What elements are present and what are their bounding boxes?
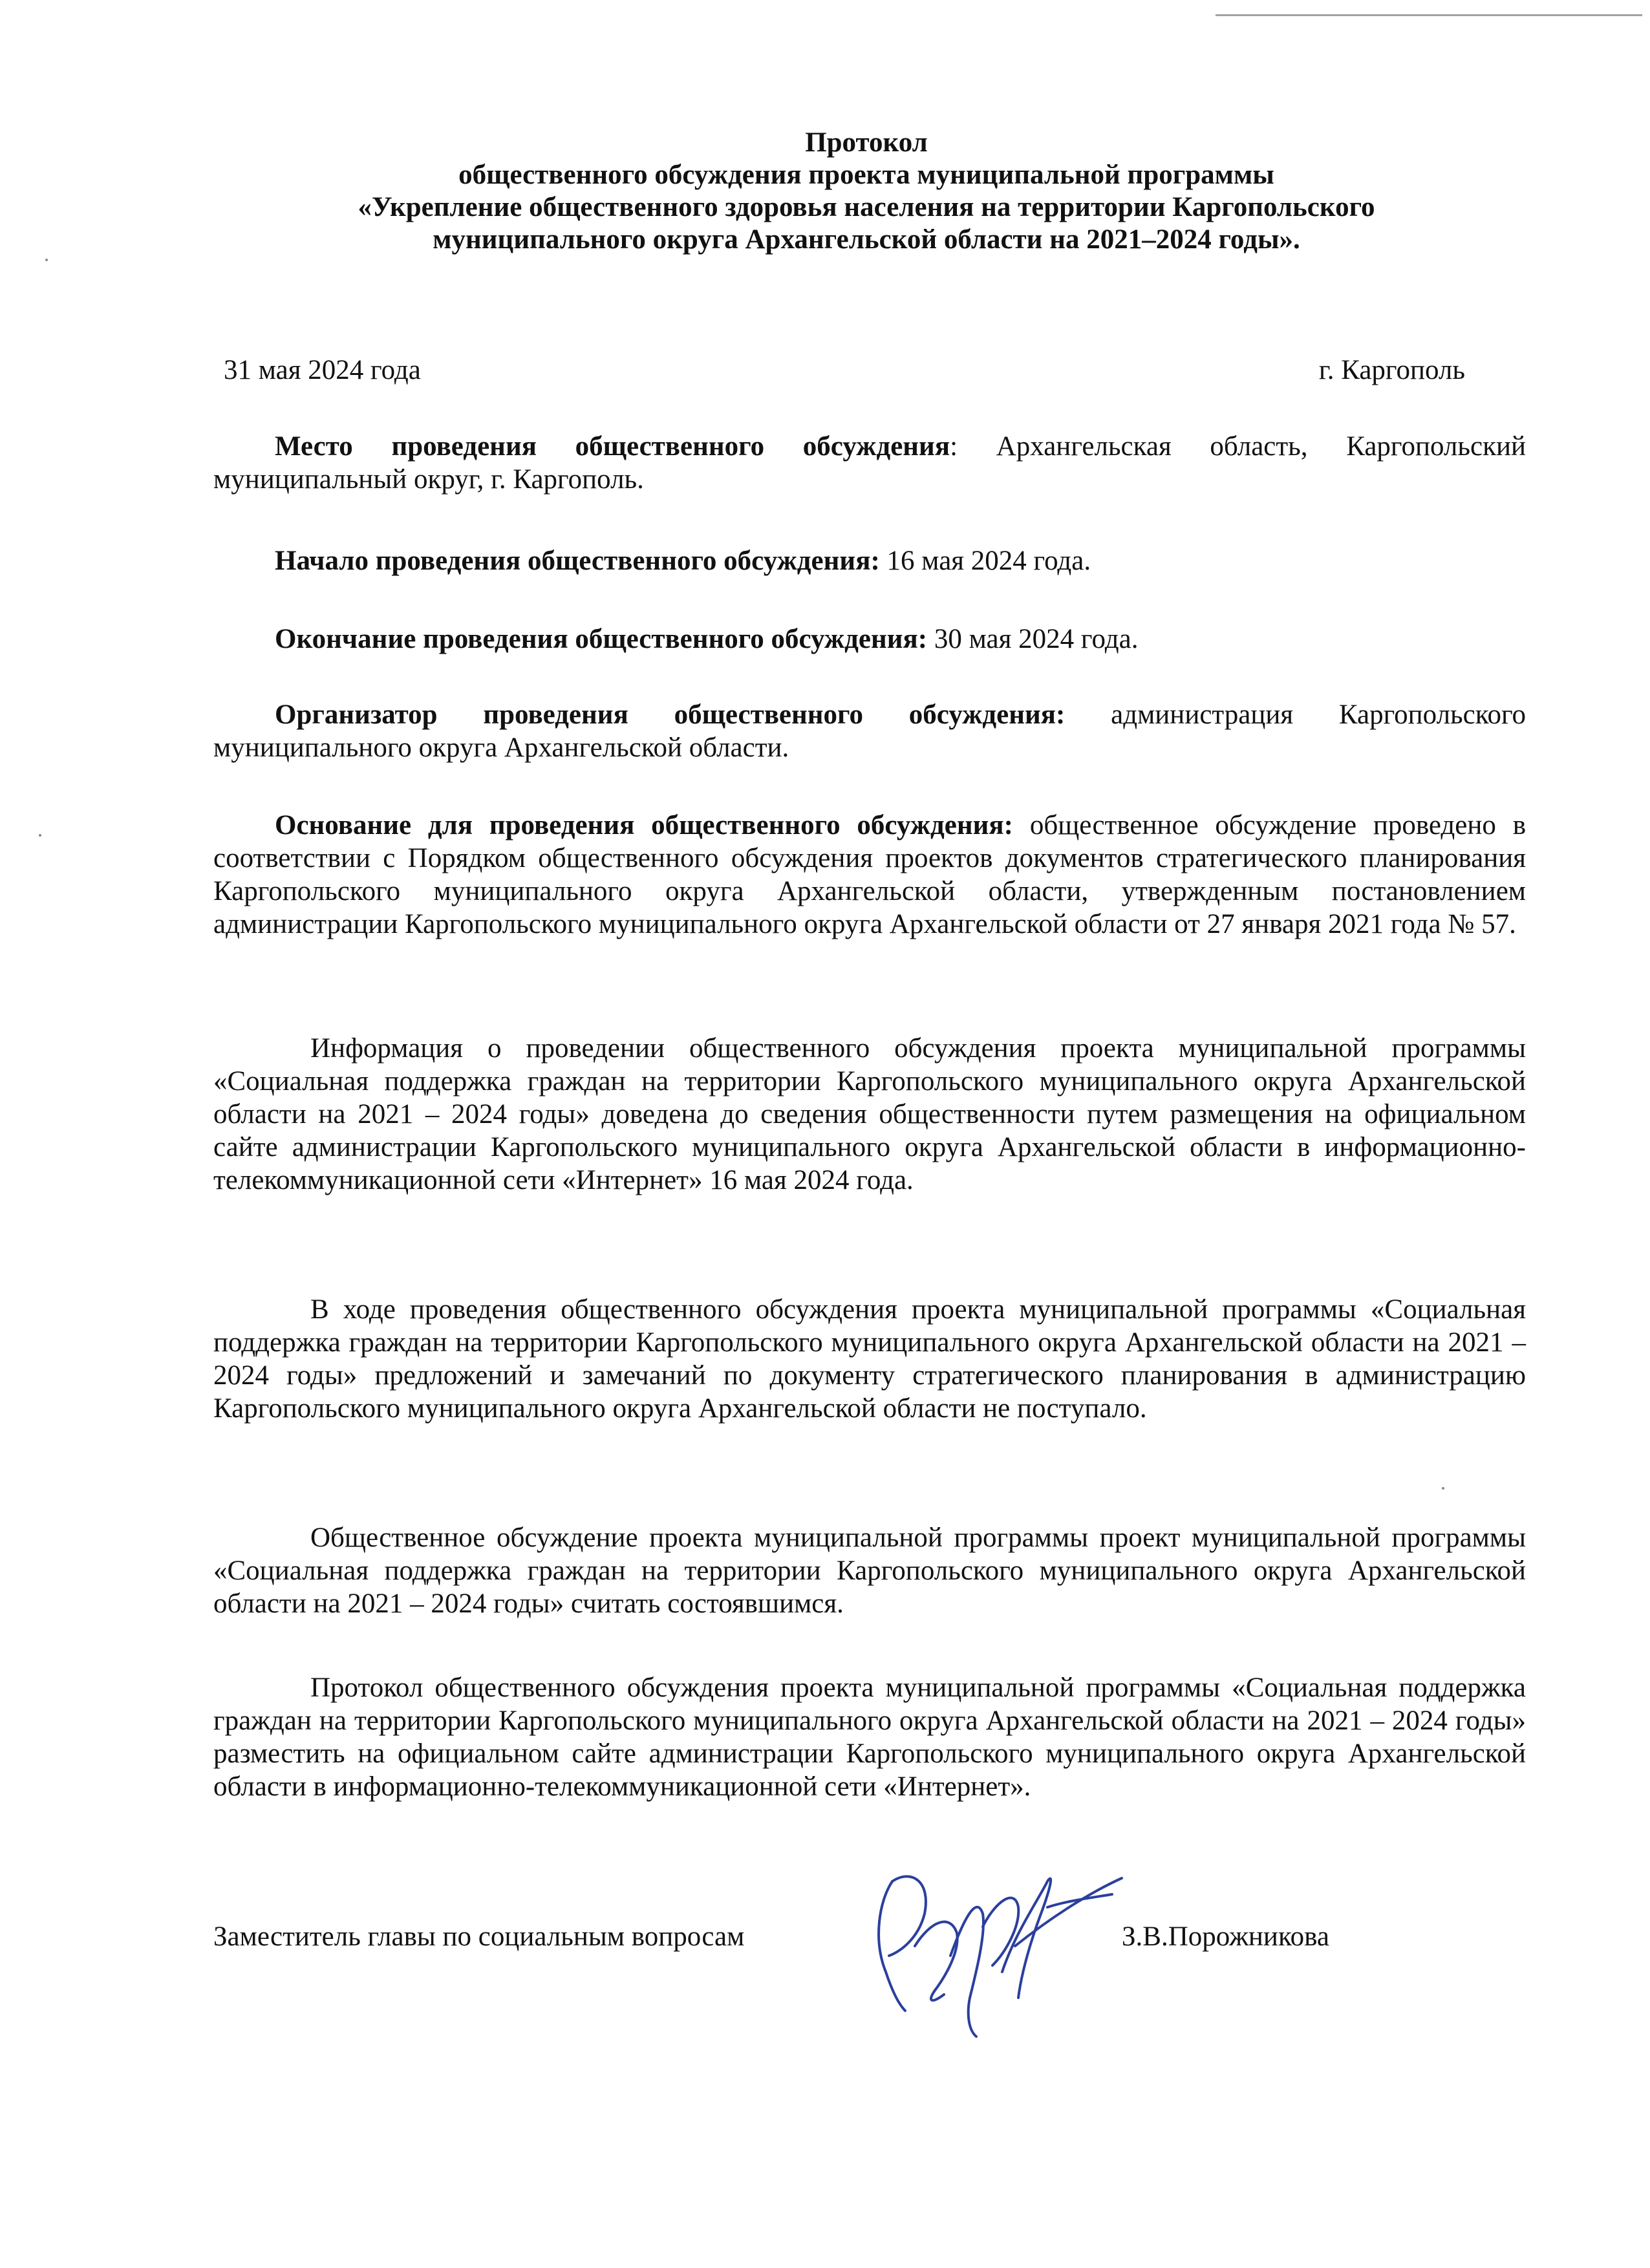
section-start-label: Начало проведения общественного обсуждения: [275,546,880,576]
document-subtitle-line: «Укрепление общественного здоровья населения на территории Каргопольского [358,192,1375,222]
date-place-row [224,354,1465,387]
section-place-text: : Архангельская область, Каргопольский муниципальный округ, г. Каргополь. [213,431,1526,495]
section-end-text: 30 мая 2024 года. [927,624,1139,654]
paragraph-info: Информация о проведении общественного обсуждения проекта муниципальной программы «Социальная поддержка граждан на территории Каргопольского муниципального округа Архангельской области на 2021 – 2024 годы» доведена до сведения общественности путем размещения на официальном сайте администрации Каргопольского муниципального округа Архангельской области в информационно-телекоммуникационной сети «Интернет» 16 мая 2024 года. [213,1033,1526,1195]
section-organizer [213,698,1526,764]
section-start [213,544,1526,577]
scan-speck [45,259,48,261]
paragraph-course: В ходе проведения общественного обсуждения проекта муниципальной программы «Социальная поддержка граждан на территории Каргопольского муниципального округа Архангельской области на 2021 – 2024 годы» предложений и замечаний по документу стратегического планирования в администрацию Каргопольского муниципального округа Архангельской области не поступало. [213,1294,1526,1424]
section-place [213,430,1526,496]
section-start-text: 16 мая 2024 года. [879,546,1091,576]
section-basis-text: общественное обсуждение проведено в соответствии с Порядком общественного обсуждения проектов документов стратегического планирования Каргопольского муниципального округа Архангельской области, утвержденным постановлением администрации Каргопольского муниципального округа Архангельской области от 27 января 2021 года № 57. [213,810,1526,939]
document-city: г. Каргополь [1318,355,1465,385]
paragraph-publish: Протокол общественного обсуждения проекта муниципальной программы «Социальная поддержка граждан на территории Каргопольского муниципального округа Архангельской области на 2021 – 2024 годы» разместить на официальном сайте администрации Каргопольского муниципального округа Архангельской области в информационно-телекоммуникационной сети «Интернет». [213,1673,1526,1802]
signer-name: З.В.Порожникова [1122,1921,1329,1952]
document-subtitle-line: муниципального округа Архангельской области на 2021–2024 годы». [433,224,1300,255]
section-organizer-label: Организатор проведения общественного обсуждения: [275,700,1066,730]
signature-block [213,1901,1526,2069]
section-place-label: Место проведения общественного обсуждения [275,431,950,462]
section-end [213,623,1526,656]
document-subtitle-line: общественного обсуждения проекта муниципальной программы [458,160,1274,190]
scan-edge-line [1216,14,1642,16]
handwritten-signature [853,1843,1125,2056]
document-header [194,127,1539,256]
scan-speck [1442,1487,1444,1490]
document-title: Протокол [805,127,928,158]
signer-role: Заместитель главы по социальным вопросам [213,1921,745,1952]
section-basis [213,809,1526,941]
section-basis-label: Основание для проведения общественного обсуждения: [275,810,1014,840]
section-organizer-text: администрация Каргопольского муниципального округа Архангельской области. [213,700,1527,763]
document-date: 31 мая 2024 года [224,355,421,385]
paragraph-result: Общественное обсуждение проекта муниципальной программы проект муниципальной программы «Социальная поддержка граждан на территории Каргопольского муниципального округа Архангельской области на 2021 – 2024 годы» считать состоявшимся. [213,1523,1526,1619]
section-end-label: Окончание проведения общественного обсуждения: [275,624,928,654]
scan-speck [39,834,41,837]
